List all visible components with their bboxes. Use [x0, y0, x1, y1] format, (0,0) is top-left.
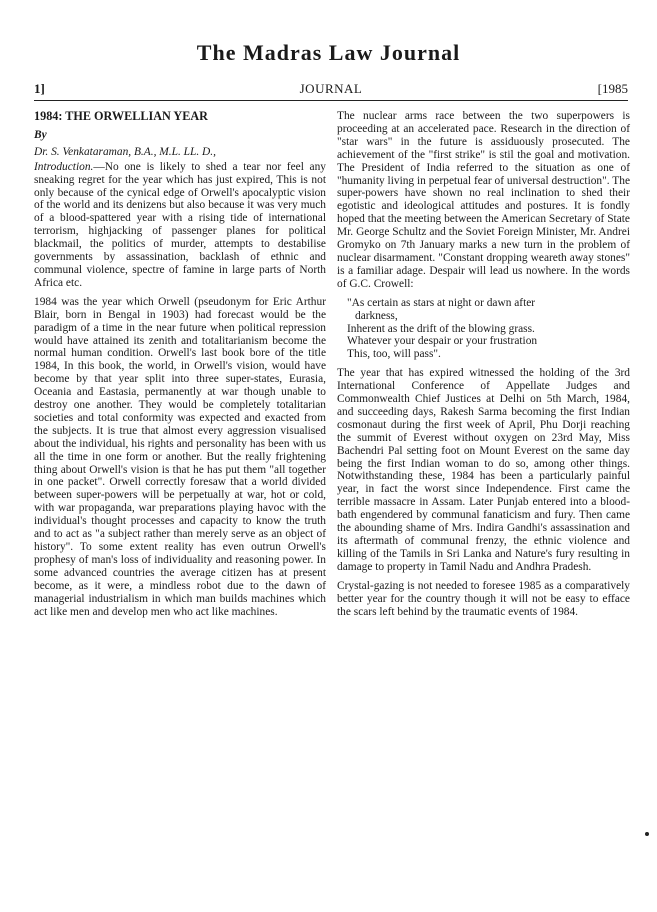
- paragraph: The year that has expired witnessed the holding of the 3rd International Conference of Appellate Judges and Commonwealth Chief Justices at Delhi on 5th March, 1984, and succeeding days, Rakesh Sarma becoming the first Indian cosmonaut during the first week of April, Phu Dorji reaching the summit of Everest without oxygen on 23rd May, Miss Bachendri Pal setting foot on Mount Everest on the same day being the first Indian woman to do so, among other things. Notwithstanding these, 1984 has been a particularly painful year, in fact the worst since Independence. First came the terrible massacre in Assam. Later Punjab entered into a blood-bath engendered by communal fanaticism and fury. Then came the abounding shame of Mrs. Indira Gandhi's assassination and its aftermath of communal frenzy, the ethnic violence and killing of the Tamils in Sri Lanka and Nature's fury resulting in damage to property in Tamil Nadu and Andhra Pradesh.: [337, 367, 630, 573]
- right-column: [337, 110, 630, 624]
- running-head-page: 1]: [34, 81, 45, 96]
- poem-line: Inherent as the drift of the blowing grass.: [347, 322, 535, 335]
- poem-line: Whatever your despair or your frustration: [347, 335, 538, 348]
- paragraph: The nuclear arms race between the two superpowers is proceeding at an accelerated pace. Research in the direction of "star wars" in the future is assiduously prosecuted. The achievement of the "first strike" is stil the goal and motivation. The President of India referred to the situation as one of "humanity living in perpetual fear of universal destruction". The super-powers have shown no real inclination to shed their egotistic and ideological attitudes and postures. It is fondly hoped that the meeting between the American Secretary of State Mr. George Schultz and the Soviet Foreign Minister, Mr. Andrei Gromyko on 7th January marks a new turn in the problem of nuclear disarmament. "Constant dropping weareth away stones" is a familiar adage. Despair will lead us nowhere. In the words of G.C. Crowell:: [337, 110, 630, 290]
- article-author: Dr. S. Venkataraman, B.A., M.L. LL. D.,: [34, 145, 216, 158]
- margin-dot: [645, 832, 649, 836]
- running-head-section: JOURNAL: [299, 81, 363, 96]
- article-title: 1984: THE ORWELLIAN YEAR: [34, 109, 208, 123]
- paragraph-text: —No one is likely to shed a tear nor feel any sneaking regret for the year which has just expired, This is not only because of the cynical edge of Orwell's apocalyptic vision of the world and its denizens but also because it was very much of a blood-spattered year with a rising tide of international terrorism, highjacking of passenger planes for political blackmail, the politics of murder, attempts to destabilise governments by assassination, backlash of ethnic and communal violence, spectre of famine in large parts of North Africa etc.: [34, 160, 326, 289]
- running-head: [34, 81, 628, 99]
- running-head-year: [1985: [597, 81, 628, 96]
- header-rule: [34, 100, 628, 101]
- poem-line: darkness,: [355, 309, 398, 322]
- paragraph: Crystal-gazing is not needed to foresee 1985 as a comparatively better year for the country though it will not be easy to efface the scars left behind by the traumatic events of 1984.: [337, 579, 630, 618]
- journal-masthead: The Madras Law Journal: [196, 40, 461, 65]
- poem-line: This, too, will pass".: [347, 348, 441, 361]
- paragraph: [34, 161, 326, 290]
- lead-in: Introduction.: [34, 160, 94, 173]
- poem-line: "As certain as stars at night or dawn after: [347, 296, 536, 309]
- left-column: [34, 110, 326, 624]
- paragraph: 1984 was the year which Orwell (pseudonym for Eric Arthur Blair, born in Bengal in 1903) had forecast would be the paradigm of a time in the near future when political repression would have attained its zenith and totalitarianism become the normal human condition. Orwell's last book bore of the title 1984, In this book, the world, in Orwell's vision, would have become by that year split into three super-states, Eurasia, Oceania and Eastasia, permanently at war though unable to destroy one another. They would be completely totalitarian societies and total conformity was expected and exacted from the subjects. It is true that almost every aggression visualised about the individual, his rights and personality has been with us all the time in one form or another. But the really frightening thing about Orwell's vision is that he has put them "all together in one packet". Orwell correctly foresaw that a world divided between super-powers will be perpetually at war, hot or cold, with war propaganda, war preparations playing havoc with the individual's thought processes and capacity to know the truth and to act as "a subject rather than merely serve as an object of history". To some extent reality has even outrun Orwell's prophesy of man's loss of individuality and reasoning power. In some advanced countries the average citizen has at present become, as it were, a mindless robot due to the dawn of managerial industrialism in which man builds machines which act like men and develop men who act like machines.: [34, 295, 326, 618]
- quoted-poem: [337, 297, 630, 362]
- byline-by: By: [34, 128, 47, 141]
